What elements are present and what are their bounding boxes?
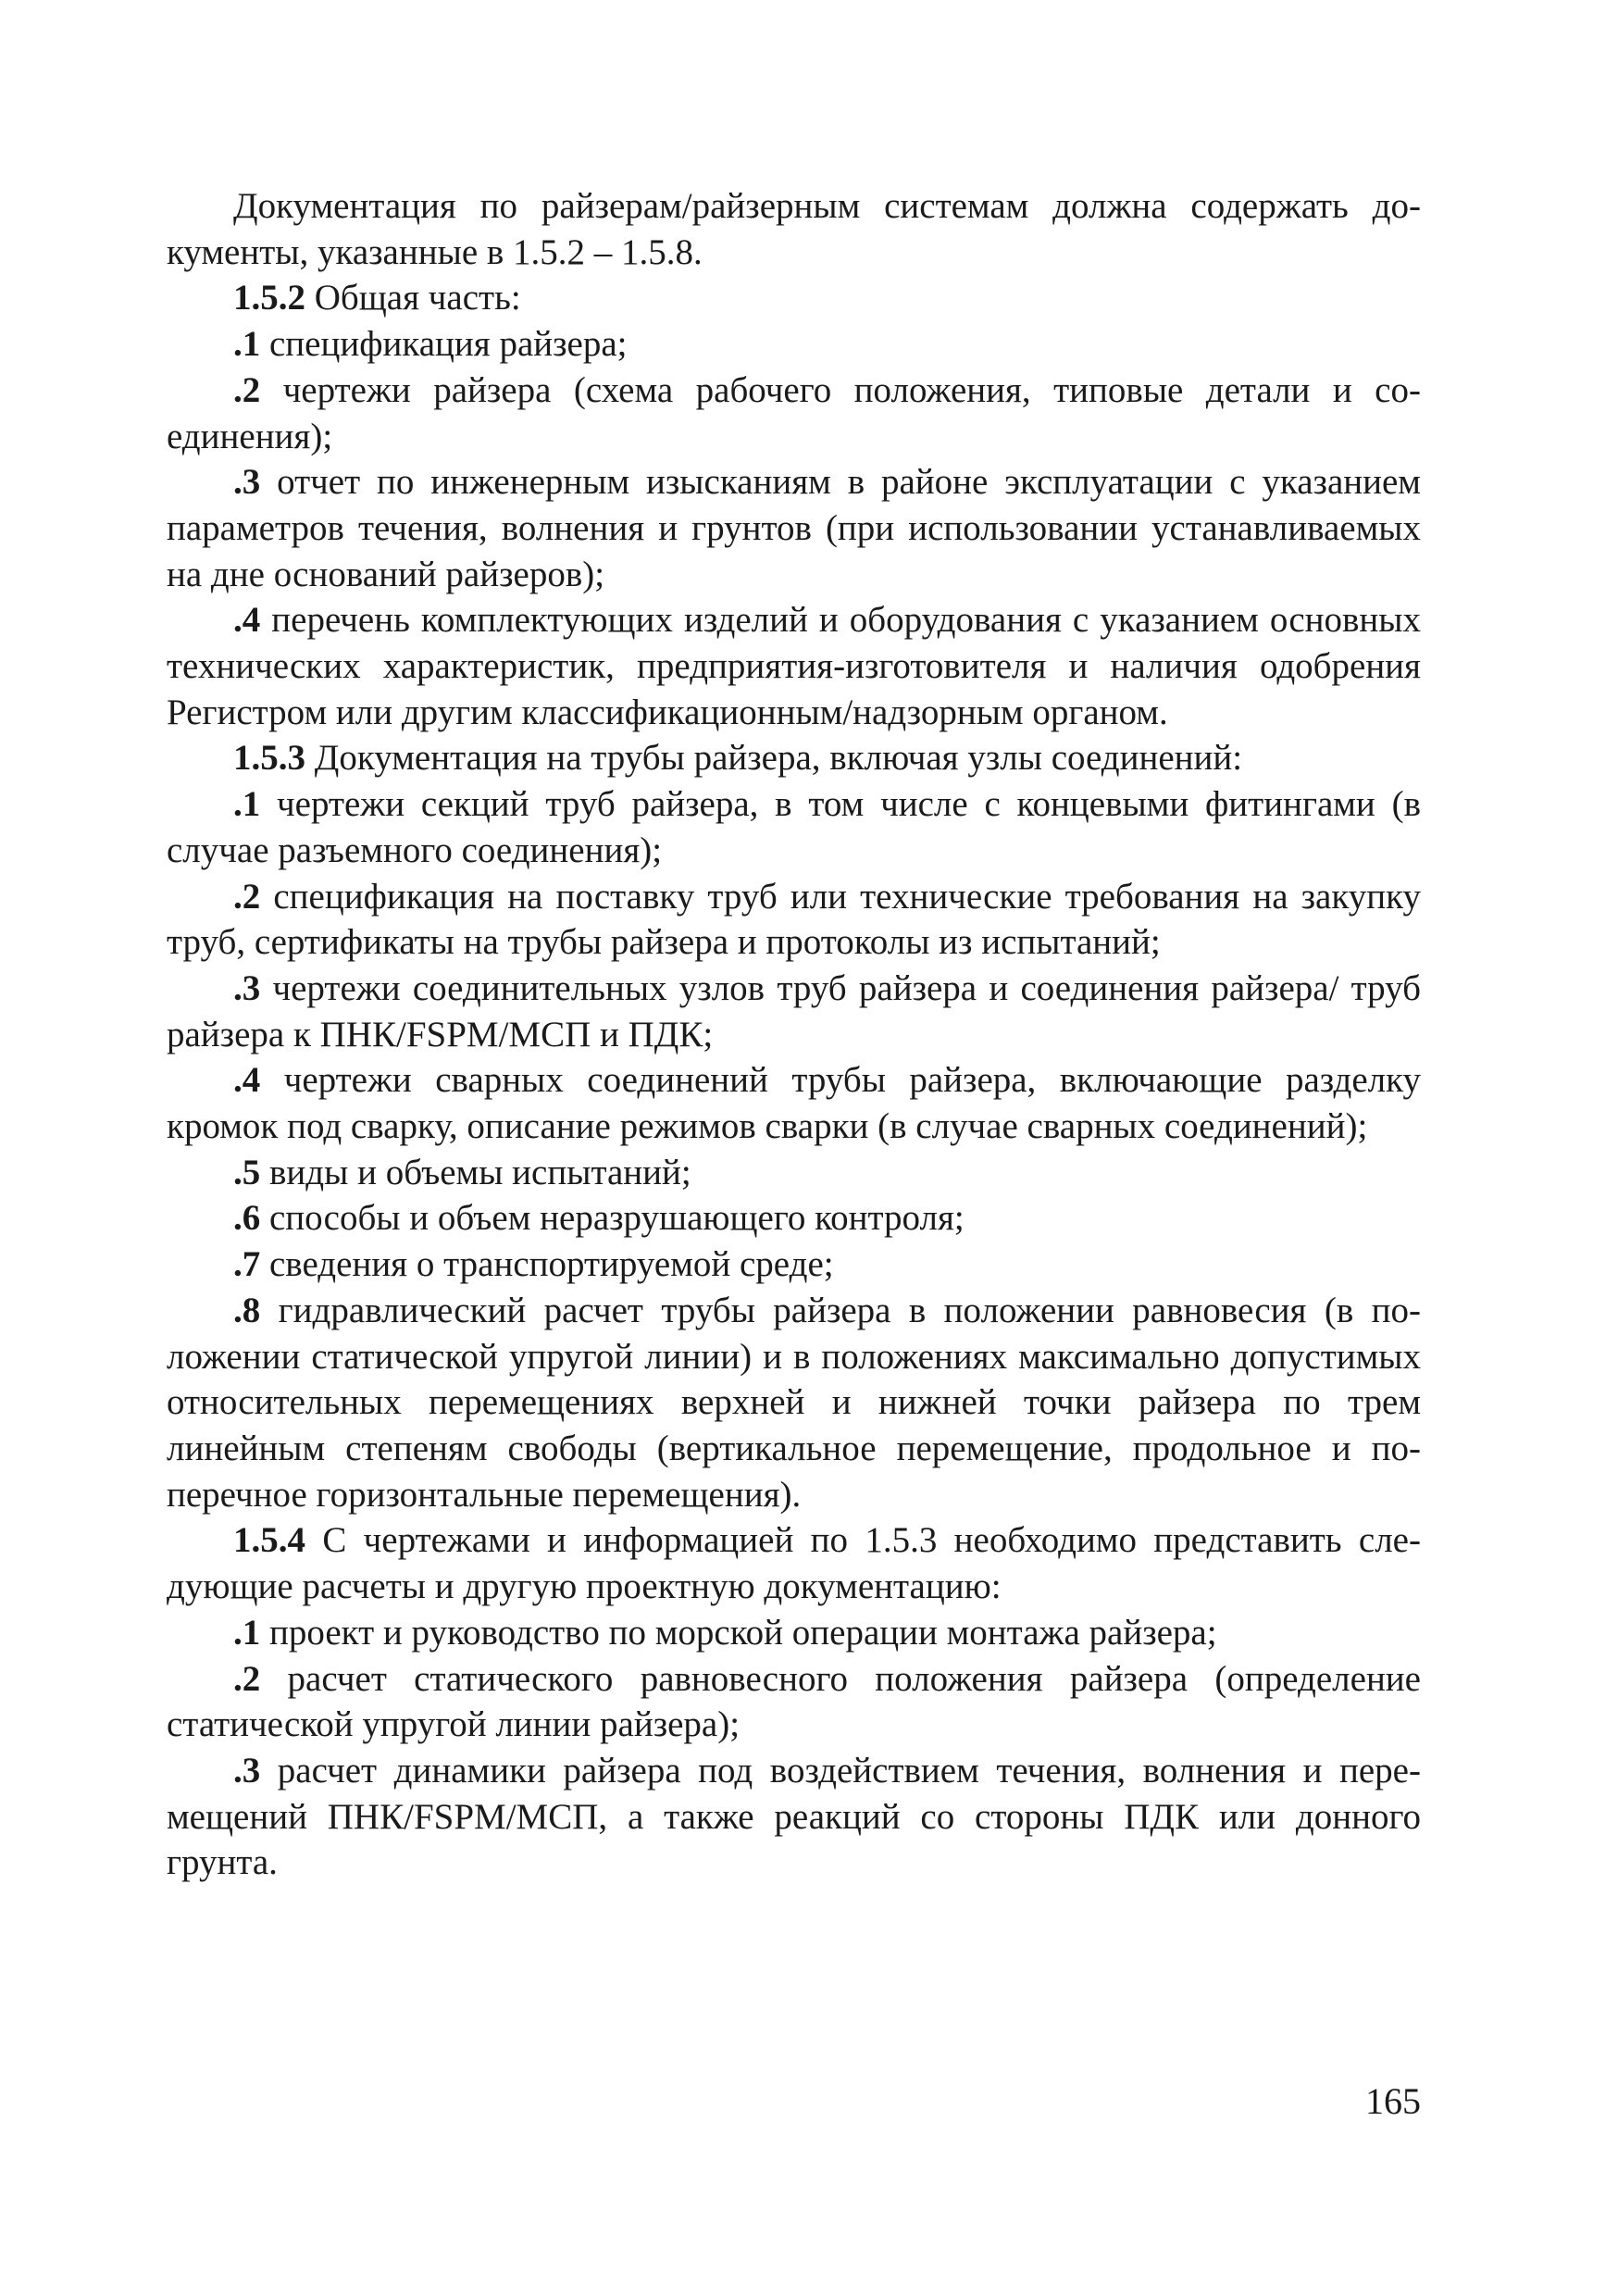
section-number: 1.5.4 — [233, 1520, 305, 1561]
paragraph — [167, 781, 1421, 873]
page-number: 165 — [1365, 2080, 1421, 2122]
section-number: .1 — [233, 784, 261, 825]
section-number: .7 — [233, 1244, 261, 1285]
section-number: 1.5.3 — [233, 738, 305, 779]
paragraph — [167, 966, 1421, 1057]
paragraph-text: способы и объем неразрушающего контроля; — [260, 1198, 965, 1239]
paragraph — [167, 321, 1421, 368]
paragraph — [167, 368, 1421, 459]
section-number: .8 — [233, 1290, 261, 1330]
section-number: .2 — [233, 1658, 261, 1699]
paragraph-text: перечень комплектующих изделий и оборудования с указанием основных технических характеристик, предприятия-изготовителя и наличия одобрения Регистром или другим классификационным/надзорным органом. — [167, 600, 1421, 732]
paragraph-text: чертежи сварных соединений трубы райзера, включающие разделку кромок под сварку, описание режимов сварки (в случае сварных соединений); — [167, 1060, 1421, 1147]
section-number: .3 — [233, 967, 261, 1008]
body-text — [167, 183, 1421, 1886]
paragraph-text: Документация по райзерам/райзерным системам должна содержать документы, указанные в 1.5.2 – 1.5.8. — [167, 186, 1421, 272]
paragraph — [167, 1195, 1421, 1242]
paragraph — [167, 459, 1421, 597]
section-number: .2 — [233, 369, 261, 410]
paragraph-text: спецификация райзера; — [260, 324, 628, 365]
section-number: .4 — [233, 600, 261, 641]
paragraph — [167, 1150, 1421, 1196]
paragraph — [167, 874, 1421, 966]
paragraph — [167, 1288, 1421, 1518]
section-number: .3 — [233, 462, 261, 503]
paragraph — [167, 183, 1421, 275]
paragraph — [167, 735, 1421, 781]
paragraph — [167, 1517, 1421, 1609]
paragraph-text: спецификация на поставку труб или технические требования на закупку труб, сертификаты на трубы райзера и протоколы из испытаний; — [167, 876, 1421, 963]
section-number: .1 — [233, 1612, 261, 1653]
paragraph — [167, 275, 1421, 321]
section-number: .5 — [233, 1152, 261, 1192]
section-number: .2 — [233, 876, 261, 917]
paragraph-text: Документация на трубы райзера, включая узлы соединений: — [305, 738, 1243, 779]
paragraph — [167, 1656, 1421, 1748]
section-number: 1.5.2 — [233, 278, 305, 318]
paragraph-text: расчет динамики райзера под воздействием течения, волнения и перемещений ПНК/FSPM/МСП, а также реакций со стороны ПДК или донного грунта. — [167, 1750, 1421, 1883]
paragraph-text: расчет статического равновесного положения райзера (определение статической упругой линии райзера); — [167, 1658, 1421, 1745]
section-number: .4 — [233, 1060, 261, 1101]
paragraph — [167, 1242, 1421, 1288]
paragraph — [167, 1610, 1421, 1656]
paragraph — [167, 1748, 1421, 1886]
paragraph-text: чертежи секций труб райзера, в том числе с концевыми фитингами (в случае разъемного соединения); — [167, 784, 1421, 870]
paragraph-text: Общая часть: — [305, 278, 521, 318]
paragraph-text: сведения о транспортируемой среде; — [260, 1244, 834, 1285]
paragraph-text: чертежи райзера (схема рабочего положения, типовые детали и соединения); — [167, 369, 1421, 456]
paragraph — [167, 1057, 1421, 1149]
paragraph-text: проект и руководство по морской операции монтажа райзера; — [260, 1612, 1217, 1653]
paragraph-text: виды и объемы испытаний; — [260, 1152, 691, 1192]
paragraph — [167, 597, 1421, 735]
section-number: .1 — [233, 324, 261, 365]
paragraph-text: отчет по инженерным изысканиям в районе эксплуатации с указанием параметров течения, волнения и грунтов (при использовании устанавливаемых на дне оснований райзеров); — [167, 462, 1421, 594]
section-number: .3 — [233, 1750, 261, 1791]
section-number: .6 — [233, 1198, 261, 1239]
paragraph-text: С чертежами и информацией по 1.5.3 необходимо представить следующие расчеты и другую проектную документацию: — [167, 1520, 1421, 1607]
paragraph-text: гидравлический расчет трубы райзера в положении равновесия (в положении статической упругой линии) и в положениях максимально допустимых относительных перемещениях верхней и нижней точки райзера по трем линейным степеням свободы (вертикальное перемещение, продольное и поперечное горизонтальные перемещения). — [167, 1290, 1421, 1515]
paragraph-text: чертежи соединительных узлов труб райзера и соединения райзера/ труб райзера к ПНК/FSPM/МСП и ПДК; — [167, 967, 1421, 1054]
